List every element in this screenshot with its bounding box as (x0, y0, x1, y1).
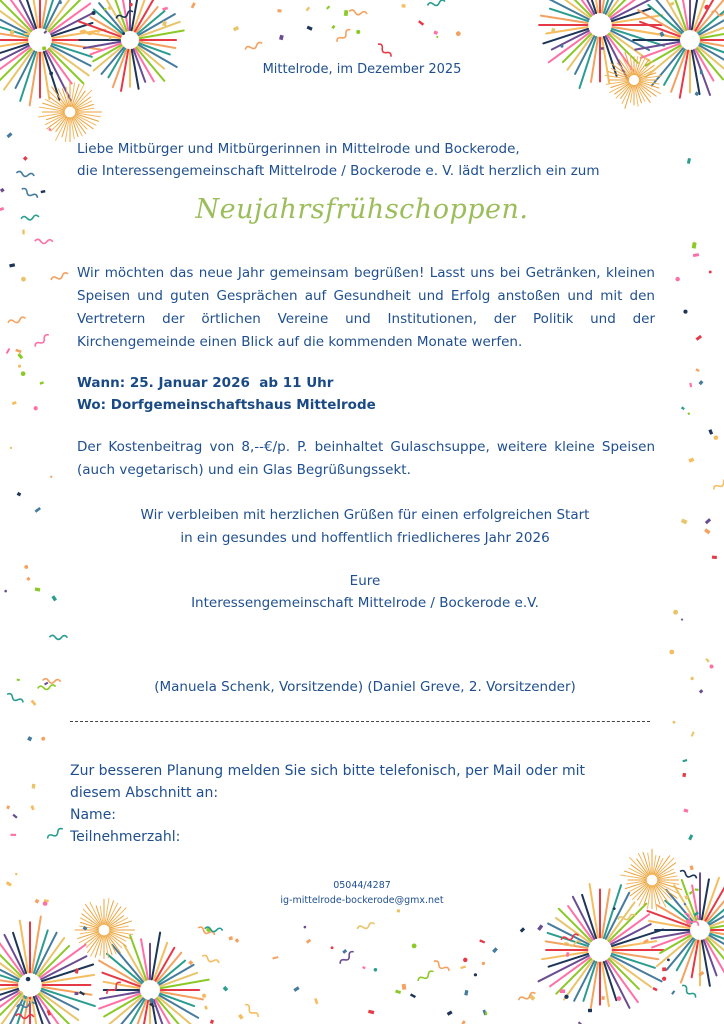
firework-bottom-left (0, 916, 95, 1024)
event-when: Wann: 25. Januar 2026 ab 11 Uhr (77, 375, 334, 391)
intro-line-1: Liebe Mitbürger und Mitbürgerinnen in Mittelrode und Bockerode, (77, 141, 520, 157)
cut-line-divider (70, 721, 650, 722)
registration-slip (70, 760, 585, 848)
contact-phone: 05044/4287 (333, 880, 391, 891)
firework-top-left (0, 0, 105, 105)
signatures: (Manuela Schenk, Vorsitzende) (Daniel Greve, 2. Vorsitzender) (154, 679, 576, 695)
place-date: Mittelrode, im Dezember 2025 (262, 62, 462, 77)
intro-line-2: die Interessengemeinschaft Mittelrode / Bockerode e. V. lädt herzlich ein zum (77, 163, 600, 179)
event-details (77, 372, 376, 416)
signoff-organization: Interessengemeinschaft Mittelrode / Bockerode e.V. (191, 595, 539, 611)
event-where: Wo: Dorfgemeinschaftshaus Mittelrode (77, 397, 376, 413)
signoff-greeting: Eure (349, 573, 381, 589)
closing-line-2: in ein gesundes und hoffentlich friedlicheres Jahr 2026 (180, 530, 550, 546)
intro-text (77, 138, 600, 182)
name-label: Name: (70, 807, 117, 823)
registration-line-2: diesem Abschnitt an: (70, 785, 219, 801)
registration-line-1: Zur besseren Planung melden Sie sich bitte telefonisch, per Mail oder mit (70, 763, 585, 779)
participants-label: Teilnehmerzahl: (70, 829, 181, 845)
closing-text (0, 504, 724, 550)
signoff (0, 570, 724, 614)
contact-email: ig-mittelrode-bockerode@gmx.net (280, 895, 444, 906)
invitation-paragraph: Wir möchten das neue Jahr gemeinsam begrüßen! Lasst uns bei Getränken, kleinen Speisen und guten Gesprächen auf Gesundheit und Erfolg anstoßen und mit den Vertretern der örtlichen Vereine und Institutionen, der Politik und der Kirchengemeinde einen Blick auf die kommenden Monate werfen. (77, 265, 655, 350)
event-headline: Neujahrsfrühschoppen. (195, 194, 529, 225)
cost-paragraph: Der Kostenbeitrag von 8,--€/p. P. beinhaltet Gulaschsuppe, weitere kleine Speisen (auch vegetarisch) und ein Glas Begrüßungssekt. (77, 439, 655, 478)
contact-info (0, 878, 724, 908)
closing-line-1: Wir verbleiben mit herzlichen Grüßen für einen erfolgreichen Start (140, 507, 590, 523)
